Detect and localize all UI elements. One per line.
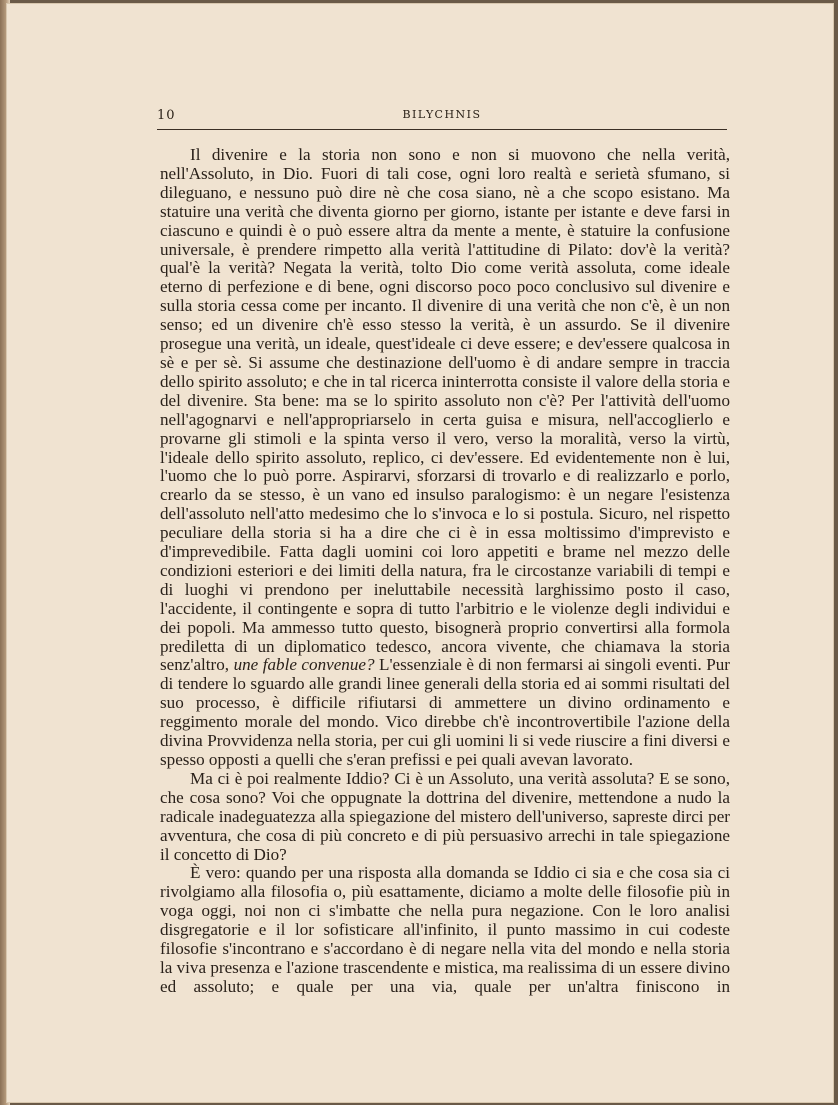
paragraph-1-part-a: Il divenire e la storia non sono e non si muovono che nella verità, nell'Assoluto, in Dio. Fuori di tali cose, ogni loro realtà e serietà sfumano, si dileguano, e nessuno può dire nè che cosa siano, nè a che scopo esistano. Ma statuire una verità che diventa giorno per giorno, istante per istante e deve farsi in ciascuno e quindi è o può essere altra da mente a mente, è statuire la confusione universale, è prendere rimpetto alla verità l'attitudine di Pilato: dov'è la verità? qual'è la verità? Negata la verità, tolto Dio come verità assoluta, come ideale eterno di perfezione e di bene, ogni discorso poco poco conclusivo sul divenire e sulla storia cessa come per incanto. Il divenire di una verità che non c'è, è un non senso; ed un divenire ch'è esso stesso la verità, è un assurdo. Se il divenire prosegue una verità, un ideale, quest'ideale ci deve essere; e dev'essere qualcosa in sè e per sè. Si assume che destinazione dell'uomo è di andare sempre in traccia dello spirito assoluto; e che in tal ricerca ininterrotta consiste il valore della storia e del divenire. Sta bene: ma se lo spirito assoluto non c'è? Per l'attività dell'uomo nell'agognarvi e nell'appropriarselo in certa guisa e misura, nell'accoglierlo e provarne gli stimoli e la spinta verso il vero, verso la moralità, verso la virtù, l'ideale dello spirito assoluto, replico, ci dev'essere. Ed evidentemente non è lui, l'uomo che lo può porre. Aspirarvi, sforzarsi di trovarlo e di realizzarlo e porlo, crearlo da se stesso, è un vano ed insulso paralogismo: è un negare l'esistenza dell'assoluto nell'atto medesimo che lo s'invoca e lo si postula. Sicuro, nel rispetto peculiare della storia si ha a dire che ci è in essa moltissimo d'imprevisto e d'imprevedibile. Fatta dagli uomini coi loro appetiti e brame nel mezzo delle condizioni esteriori e dei limiti della natura, fra le circostanze variabili di tempi e di luoghi vi prendono per ineluttabile necessità larghissimo posto il caso, l'accidente, il contingente e sopra di tutto l'arbitrio e le violenze degli individui e dei popoli. Ma ammesso tutto questo, bisognerà proprio convertirsi alla formola prediletta di un diplomatico tedesco, ancora vivente, che chiamava la storia senz'altro, xyxy=(160,145,730,675)
running-head: BILYCHNIS xyxy=(402,108,482,121)
paragraph-1 xyxy=(160,146,730,770)
page-header xyxy=(157,108,727,126)
paragraph-1-italic-quote: une fable convenue? xyxy=(233,655,375,675)
paragraph-1-part-b: L'essenziale è di non fermarsi ai singoli eventi. Pur di tendere lo sguardo alle grandi linee generali della storia ed ai sommi risultati del suo processo, è difficile rifiutarsi di ammettere un divino ordinamento e reggimento morale del mondo. Vico direbbe ch'è incontrovertibile l'azione della divina Provvidenza nella storia, per cui gli uomini li si vede riuscire a fini diversi e spesso opposti a quelli che s'eran prefissi e pei quali avevan lavorato. xyxy=(160,655,730,769)
body-text xyxy=(160,146,730,997)
paragraph-3: È vero: quando per una risposta alla domanda se Iddio ci sia e che cosa sia ci rivolgiamo alla filosofia o, più esattamente, diciamo a molte delle filosofie più in voga oggi, noi non ci s'imbatte che nella pura negazione. Con le loro analisi disgregatorie e il lor sofisticare all'infinito, il punto massimo in cui codeste filosofie s'incontrano e s'accordano è di negare nella vita del mondo e nella storia la viva presenza e l'azione trascendente e mistica, ma realissima di un essere divino ed assoluto; e quale per una via, quale per un'altra finiscono in xyxy=(160,863,730,996)
page-number: 10 xyxy=(157,108,176,123)
paragraph-2: Ma ci è poi realmente Iddio? Ci è un Assoluto, una verità assoluta? E se sono, che cosa sono? Voi che oppugnate la dottrina del divenire, mettendone a nudo la radicale inadeguatezza alla spiegazione del mistero dell'universo, sapreste dirci per avventura, che cosa di più concreto e di più persuasivo arrechi in tale spiegazione il concetto di Dio? xyxy=(160,768,730,864)
header-rule xyxy=(157,129,727,130)
